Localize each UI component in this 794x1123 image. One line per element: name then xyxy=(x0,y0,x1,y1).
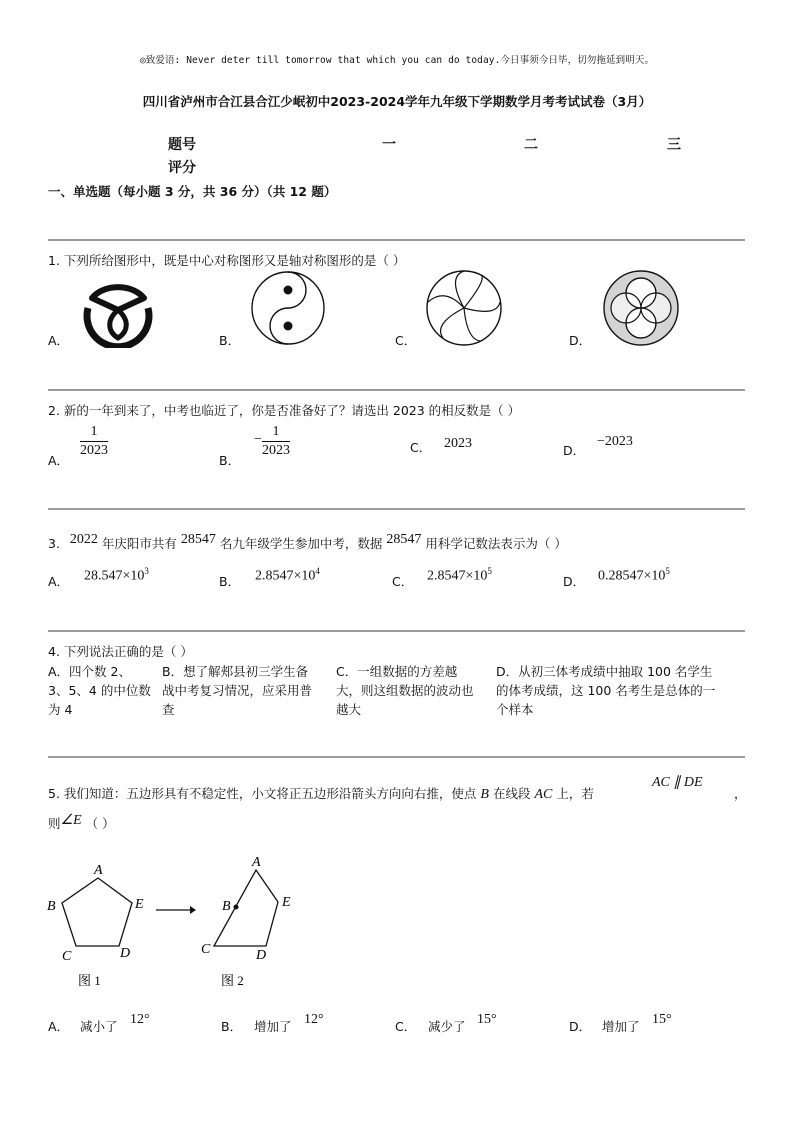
q5-option-a-value: 12° xyxy=(130,1012,150,1027)
q2-option-b-fraction xyxy=(262,424,290,459)
q1-figure-c xyxy=(425,269,503,347)
score-row-label-number: 题号 xyxy=(168,137,196,153)
q3-option-a xyxy=(84,566,149,585)
q5-option-c-value: 15° xyxy=(477,1012,497,1027)
q5-segment-ac: AC xyxy=(534,787,553,802)
q3-option-d-label: D． xyxy=(563,574,586,589)
q2-option-d-label: D． xyxy=(563,443,586,458)
score-col-1: 一 xyxy=(382,137,396,153)
q4-d-line: 的体考成绩，这 100 名考生是总体的一 xyxy=(496,683,716,698)
q4-b-line: 战中考复习情况，应采用普 xyxy=(162,683,313,698)
q5-text-c: 上，若 xyxy=(556,786,594,801)
fig1-label-b: B xyxy=(47,899,56,914)
q4-a-line: A．四个数 2、 xyxy=(48,664,131,679)
q3-option-c xyxy=(427,566,492,585)
q2-option-c-label: C． xyxy=(410,440,432,455)
right-arrow-icon xyxy=(154,904,198,916)
q2-a-denominator: 2023 xyxy=(80,443,108,458)
fig2-label-e: E xyxy=(282,895,291,910)
q2-a-numerator: 1 xyxy=(80,424,108,442)
q4-option-c xyxy=(336,662,496,719)
q4-option-d xyxy=(496,662,746,719)
fig2-label-b: B xyxy=(222,899,231,914)
q3-d-exp: 5 xyxy=(665,566,670,576)
q1-option-a-label: A． xyxy=(48,333,70,348)
score-row-label-score: 评分 xyxy=(168,160,196,176)
q4-b-line: 查 xyxy=(162,702,175,717)
motto-line: ◎致爱语: Never deter till tomorrow that which you can do today.今日事须今日毕，切勿拖延到明天。 xyxy=(139,55,655,66)
q4-b-line: B．想了解郏县初三学生备 xyxy=(162,664,309,679)
q3-a-exp: 3 xyxy=(144,566,149,576)
q5-option-d-label: D． xyxy=(569,1019,592,1034)
fig2-label-a: A xyxy=(252,855,261,870)
q3-d-base: 0.28547×10 xyxy=(598,568,666,584)
q2-option-a-fraction xyxy=(80,424,108,459)
question-5-stem xyxy=(48,784,594,803)
q4-d-line: D．从初三体考成绩中抽取 100 名学生 xyxy=(496,664,713,679)
q2-option-a-label: A． xyxy=(48,453,70,468)
divider xyxy=(48,630,745,632)
q4-option-a xyxy=(48,662,160,719)
q3-number: 3. xyxy=(48,536,60,551)
question-3-stem xyxy=(48,534,567,553)
q3-text-2: 名九年级学生参加中考，数据 xyxy=(219,536,383,551)
q5-angle-e: ∠E xyxy=(60,813,82,828)
q4-c-line: 越大 xyxy=(336,702,362,717)
q1-figure-b xyxy=(250,270,326,346)
fig1-label-e: E xyxy=(135,897,144,912)
q4-c-line: 大，则这组数据的波动也 xyxy=(336,683,474,698)
q5-option-a-label: A． xyxy=(48,1019,70,1034)
q3-option-c-label: C． xyxy=(392,574,414,589)
q5-comma: ， xyxy=(734,786,747,801)
fig1-label-d: D xyxy=(120,946,131,961)
q4-d-line: 个样本 xyxy=(496,702,534,717)
q2-b-numerator: 1 xyxy=(262,424,290,442)
section-heading: 一、单选题（每小题 3 分，共 36 分）（共 12 题） xyxy=(48,184,337,199)
q5-text-a: 5. 我们知道：五边形具有不稳定性，小文将正五边形沿箭头方向向右推，使点 xyxy=(48,786,477,801)
fig1-label-c: C xyxy=(62,949,72,964)
q3-option-b xyxy=(255,566,320,585)
q3-option-b-label: B． xyxy=(219,574,241,589)
q2-b-denominator: 2023 xyxy=(262,443,290,458)
score-col-3: 三 xyxy=(667,137,681,153)
q5-option-b-text: 增加了 xyxy=(254,1019,292,1034)
q5-option-c-text: 减少了 xyxy=(428,1019,466,1034)
q5-text-b: 在线段 xyxy=(492,786,531,801)
q1-option-d-label: D． xyxy=(569,333,592,348)
divider xyxy=(48,389,745,391)
q5-option-d-value: 15° xyxy=(652,1012,672,1027)
q3-option-a-label: A． xyxy=(48,574,70,589)
q3-count: 28547 xyxy=(180,532,216,547)
q4-a-line: 3、5、4 的中位数 xyxy=(48,683,151,698)
q3-count-2: 28547 xyxy=(386,532,422,547)
q5-option-a-text: 减小了 xyxy=(80,1019,118,1034)
q5-option-b-value: 12° xyxy=(304,1012,324,1027)
q2-option-c-value: 2023 xyxy=(444,436,472,451)
q3-b-exp: 4 xyxy=(315,566,320,576)
q4-c-line: C．一组数据的方差越 xyxy=(336,664,458,679)
q2-option-d-value: −2023 xyxy=(597,434,633,449)
q2-b-minus-sign: − xyxy=(254,432,262,447)
q5-option-b-label: B． xyxy=(221,1019,243,1034)
q3-text-3: 用科学记数法表示为（ ） xyxy=(425,536,567,551)
q3-c-exp: 5 xyxy=(487,566,492,576)
question-4-stem: 4. 下列说法正确的是（ ） xyxy=(48,644,193,659)
exam-title: 四川省泸州市合江县合江少岷初中2023-2024学年九年级下学期数学月考考试试卷（3月） xyxy=(142,94,652,109)
fig2-caption: 图 2 xyxy=(221,973,244,988)
divider xyxy=(48,508,745,510)
q5-condition: AC ∥ DE xyxy=(652,775,703,790)
question-5-stem-line2 xyxy=(48,814,115,833)
q5-figure-1 xyxy=(40,852,160,992)
q5-figure-2 xyxy=(196,850,306,992)
q1-figure-d xyxy=(602,269,680,347)
divider xyxy=(48,756,745,758)
q3-year: 2022 xyxy=(69,532,98,547)
fig2-label-c: C xyxy=(201,942,211,957)
fig2-label-d: D xyxy=(256,948,267,963)
q3-a-base: 28.547×10 xyxy=(84,568,145,584)
q3-option-d xyxy=(598,566,670,585)
divider xyxy=(48,239,745,241)
score-col-2: 二 xyxy=(524,137,538,153)
q1-option-b-label: B． xyxy=(219,333,241,348)
q5-option-d-text: 增加了 xyxy=(602,1019,640,1034)
q3-text-1: 年庆阳市共有 xyxy=(101,536,177,551)
q1-option-c-label: C． xyxy=(395,333,417,348)
q4-option-b xyxy=(162,662,334,719)
q5-option-c-label: C． xyxy=(395,1019,417,1034)
q1-figure-a xyxy=(78,270,158,348)
q4-a-line: 为 4 xyxy=(48,702,73,717)
question-1-stem: 1. 下列所给图形中，既是中心对称图形又是轴对称图形的是（ ） xyxy=(48,253,406,268)
fig1-caption: 图 1 xyxy=(78,973,101,988)
question-2-stem: 2. 新的一年到来了，中考也临近了，你是否准备好了？请选出 2023 的相反数是（ ） xyxy=(48,403,521,418)
q5-text-then: 则 xyxy=(48,816,61,831)
fig1-label-a: A xyxy=(94,863,103,878)
q3-c-base: 2.8547×10 xyxy=(427,568,488,584)
q2-option-b-label: B． xyxy=(219,453,241,468)
q5-text-paren: （ ） xyxy=(85,816,115,831)
q3-b-base: 2.8547×10 xyxy=(255,568,316,584)
q5-point-b: B xyxy=(480,787,489,802)
